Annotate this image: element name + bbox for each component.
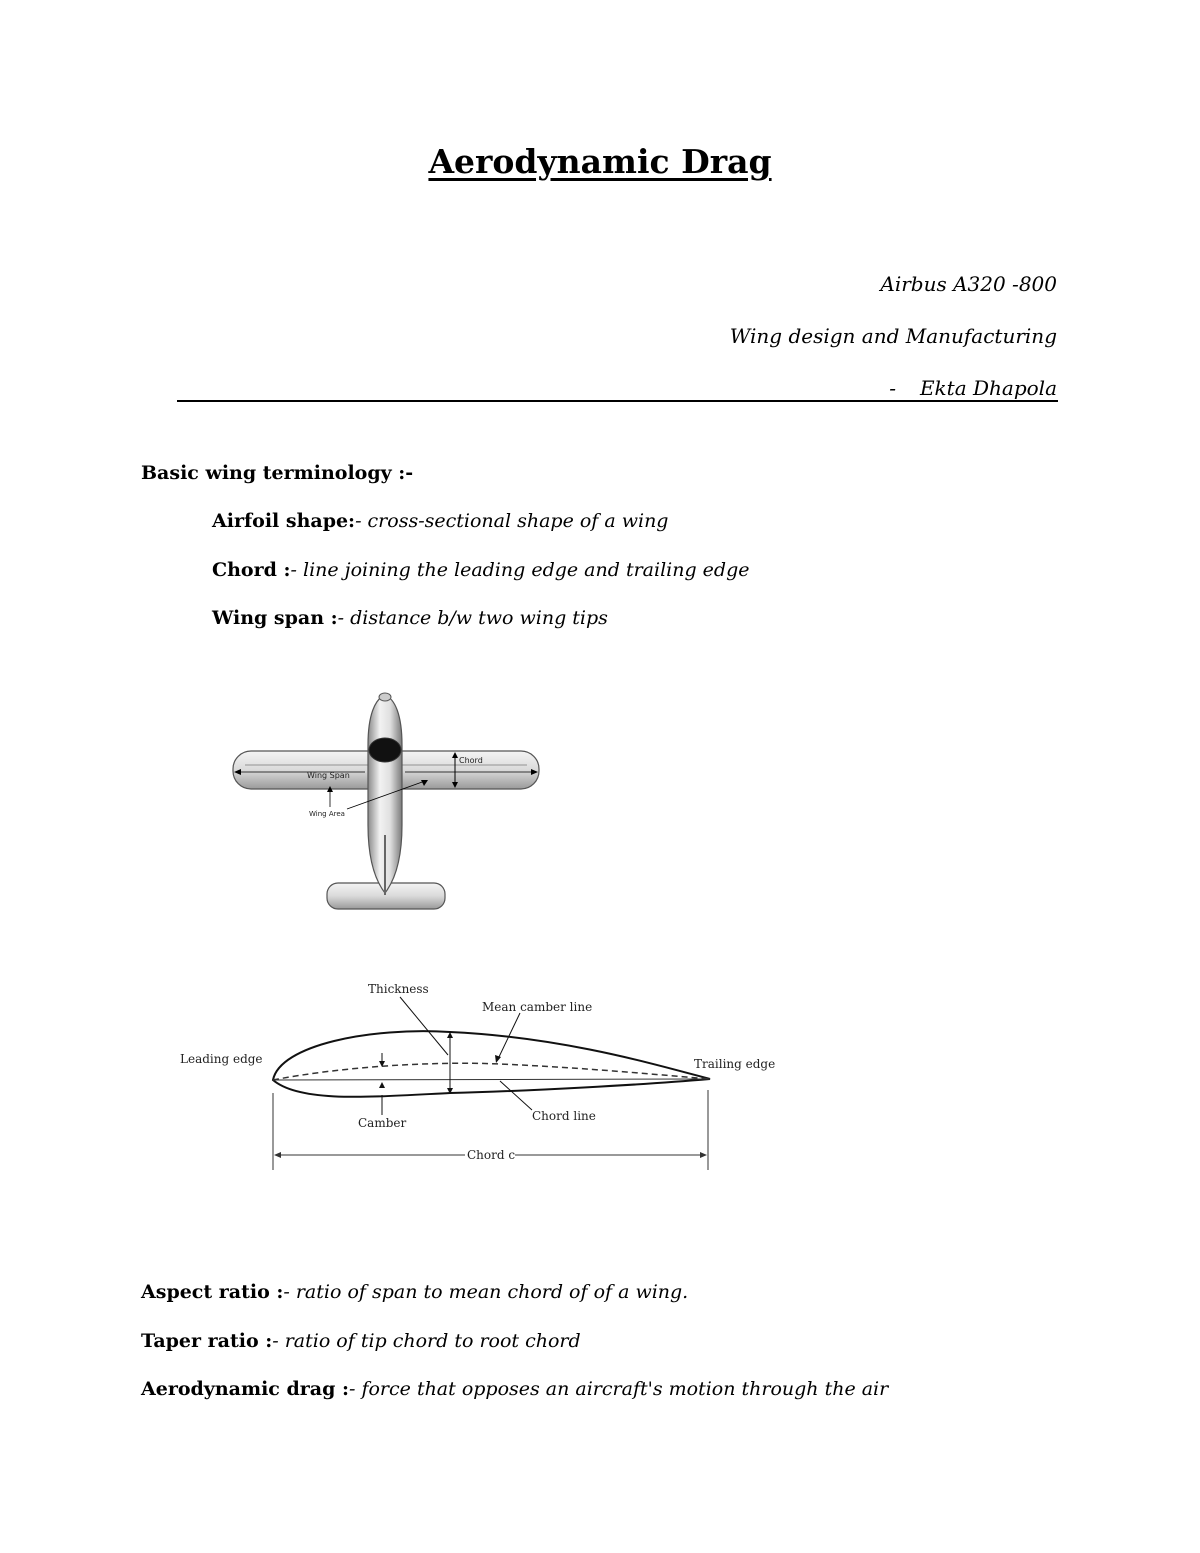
- chord-line-label: Chord line: [532, 1109, 596, 1123]
- cockpit-icon: [369, 738, 401, 762]
- term-definition: - distance b/w two wing tips: [337, 607, 608, 629]
- mean-camber-arrow: [495, 1055, 501, 1063]
- document-subtitle: Wing design and Manufacturing: [729, 324, 1057, 348]
- mean-camber-line: [273, 1063, 710, 1080]
- definition-aerodynamic-drag: [141, 1378, 888, 1400]
- thickness-label: Thickness: [368, 982, 429, 996]
- airfoil-outline: [273, 1031, 710, 1097]
- term-definition: - line joining the leading edge and trailing edge: [290, 559, 750, 581]
- section-heading: Basic wing terminology :-: [141, 462, 414, 484]
- definition-text: - ratio of span to mean chord of of a wing.: [283, 1281, 689, 1303]
- author-dash: -: [889, 376, 896, 400]
- definition-term: Aspect ratio :: [141, 1281, 284, 1303]
- term-label: Chord :: [212, 559, 291, 581]
- chord-dimension-arrow-left: [274, 1152, 281, 1158]
- aircraft-model: Airbus A320 -800: [880, 272, 1057, 296]
- definition-taper-ratio: [141, 1330, 581, 1352]
- definition-text: - force that opposes an aircraft's motion through the air: [349, 1378, 889, 1400]
- author-name: Ekta Dhapola: [919, 376, 1057, 400]
- chord-line-leader: [500, 1081, 532, 1110]
- wing-area-label: Wing Area: [309, 810, 345, 818]
- mean-camber-label: Mean camber line: [482, 1000, 593, 1014]
- camber-arrow-bottom: [379, 1082, 385, 1088]
- camber-label: Camber: [358, 1116, 407, 1130]
- plane-top-view-figure: [225, 685, 555, 920]
- trailing-edge-label: Trailing edge: [694, 1057, 776, 1071]
- term-label: Wing span :: [212, 607, 338, 629]
- propeller-hub: [379, 693, 391, 701]
- definition-aspect-ratio: [141, 1281, 688, 1303]
- chord-c-label: Chord c: [467, 1148, 516, 1162]
- airfoil-figure: [170, 975, 780, 1180]
- leading-edge-label: Leading edge: [180, 1052, 263, 1066]
- header-divider: [177, 400, 1058, 402]
- author-line: [889, 376, 1057, 400]
- chord-line: [273, 1079, 710, 1080]
- definition-term: Aerodynamic drag :: [141, 1378, 349, 1400]
- chord-dimension-arrow-right: [700, 1152, 707, 1158]
- thickness-leader: [400, 997, 448, 1055]
- term-label: Airfoil shape:: [212, 510, 356, 532]
- page-title: Aerodynamic Drag: [428, 142, 772, 181]
- definition-text: - ratio of tip chord to root chord: [272, 1330, 581, 1352]
- wing-span-label: Wing Span: [307, 771, 350, 780]
- definition-term: Taper ratio :: [141, 1330, 273, 1352]
- term-definition: - cross-sectional shape of a wing: [355, 510, 669, 532]
- term-chord: [212, 559, 749, 581]
- chord-label: Chord: [459, 756, 483, 765]
- term-wing-span: [212, 607, 608, 629]
- term-airfoil-shape: [212, 510, 668, 532]
